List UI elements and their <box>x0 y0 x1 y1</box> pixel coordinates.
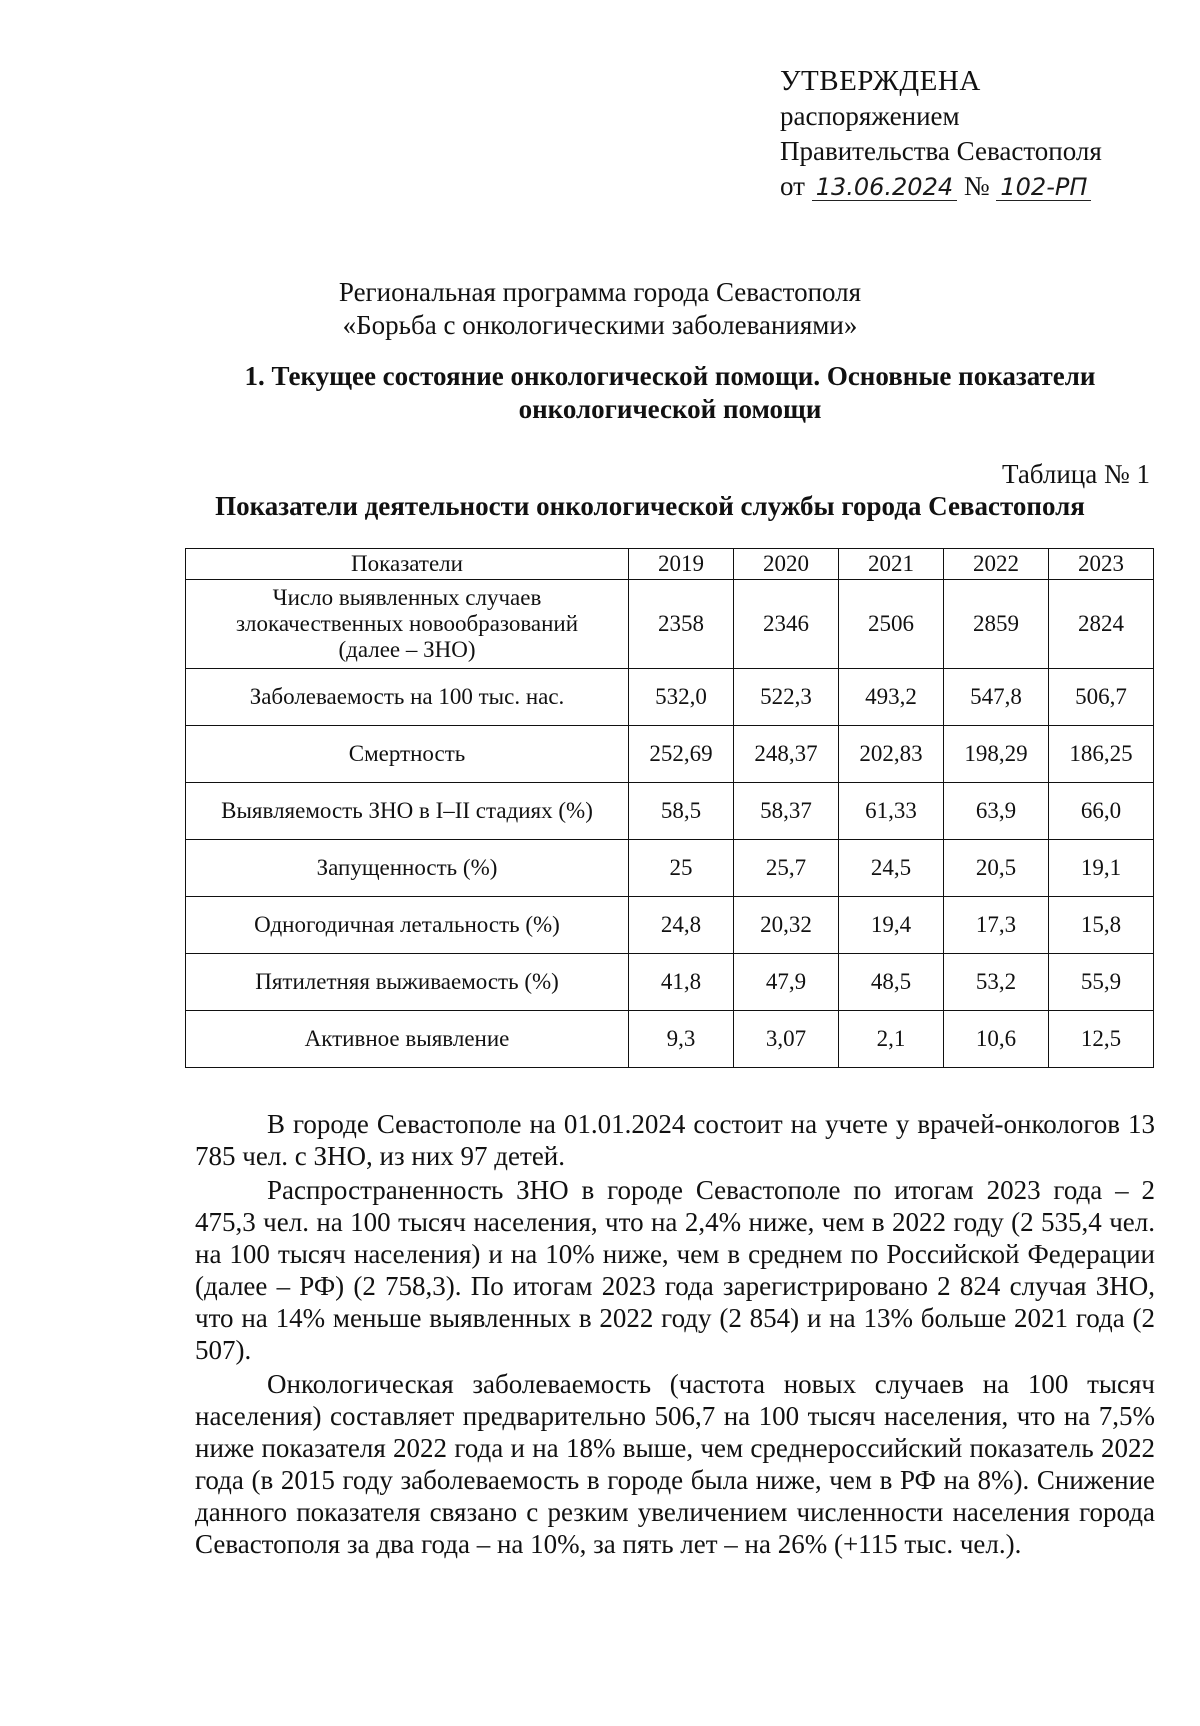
table-cell: 202,83 <box>839 726 944 783</box>
row-label-line: Число выявленных случаев <box>272 585 542 610</box>
table-cell: 2824 <box>1049 580 1154 669</box>
table-cell: 66,0 <box>1049 783 1154 840</box>
row-label-line: злокачественных новообразований <box>235 611 579 636</box>
section-title <box>190 360 1150 426</box>
table-cell: 532,0 <box>629 669 734 726</box>
header-cell: 2021 <box>839 549 944 580</box>
row-label-line: (далее – ЗНО) <box>338 637 476 662</box>
table-row <box>186 840 1154 897</box>
program-title-line-2: «Борьба с онкологическими заболеваниями» <box>342 310 858 340</box>
table-row <box>186 897 1154 954</box>
indicators-table <box>185 548 1154 1068</box>
body-text <box>195 1108 1155 1562</box>
row-label: Запущенность (%) <box>186 840 629 897</box>
row-label: Заболеваемость на 100 тыс. нас. <box>186 669 629 726</box>
table-cell: 19,4 <box>839 897 944 954</box>
header-cell: 2019 <box>629 549 734 580</box>
approval-line-government: Правительства Севастополя <box>780 136 1102 166</box>
table-row <box>186 669 1154 726</box>
table-cell: 47,9 <box>734 954 839 1011</box>
table-cell: 3,07 <box>734 1011 839 1068</box>
table-cell: 2,1 <box>839 1011 944 1068</box>
table-cell: 186,25 <box>1049 726 1154 783</box>
row-label: Выявляемость ЗНО в I–II стадиях (%) <box>186 783 629 840</box>
table-row <box>186 1011 1154 1068</box>
number-sign: № <box>963 171 990 201</box>
table-cell: 2358 <box>629 580 734 669</box>
row-label: Пятилетняя выживаемость (%) <box>186 954 629 1011</box>
approval-block <box>780 64 1102 204</box>
paragraph: В городе Севастополе на 01.01.2024 состоит на учете у врачей-онкологов 13 785 чел. с ЗНО, из них 97 детей. <box>195 1109 1155 1171</box>
approval-line-order: распоряжением <box>780 101 960 131</box>
header-cell: 2020 <box>734 549 839 580</box>
header-cell: 2022 <box>944 549 1049 580</box>
row-label <box>186 580 629 669</box>
table-cell: 58,37 <box>734 783 839 840</box>
approval-heading: УТВЕРЖДЕНА <box>780 65 981 97</box>
table-cell: 41,8 <box>629 954 734 1011</box>
table-cell: 2859 <box>944 580 1049 669</box>
row-label: Одногодичная летальность (%) <box>186 897 629 954</box>
table-row <box>186 580 1154 669</box>
paragraph: Распространенность ЗНО в городе Севастополе по итогам 2023 года – 2 475,3 чел. на 100 тысяч населения, что на 2,4% ниже, чем в 2022 году (2 535,4 чел. на 100 тысяч населения) и на 10% ниже, чем в среднем по Российской Федерации (далее – РФ) (2 758,3). По итогам 2023 года зарегистрировано 2 824 случая ЗНО, что на 14% меньше выявленных в 2022 году (2 854) и на 13% больше 2021 года (2 507). <box>195 1175 1155 1365</box>
table-cell: 55,9 <box>1049 954 1154 1011</box>
approval-date-line <box>780 169 1102 204</box>
table-cell: 10,6 <box>944 1011 1049 1068</box>
table-cell: 63,9 <box>944 783 1049 840</box>
table-cell: 15,8 <box>1049 897 1154 954</box>
row-label: Активное выявление <box>186 1011 629 1068</box>
table-cell: 58,5 <box>629 783 734 840</box>
table-cell: 12,5 <box>1049 1011 1154 1068</box>
handwritten-number: 102-РП <box>996 174 1091 201</box>
table-cell: 17,3 <box>944 897 1049 954</box>
table-caption: Показатели деятельности онкологической службы города Севастополя <box>215 491 1085 521</box>
program-title <box>0 276 1200 342</box>
table-row <box>186 954 1154 1011</box>
row-label: Смертность <box>186 726 629 783</box>
table-row <box>186 783 1154 840</box>
table-cell: 252,69 <box>629 726 734 783</box>
table-cell: 20,5 <box>944 840 1049 897</box>
header-cell: 2023 <box>1049 549 1154 580</box>
table-cell: 20,32 <box>734 897 839 954</box>
table-cell: 547,8 <box>944 669 1049 726</box>
table-number: Таблица № 1 <box>1002 459 1150 489</box>
table-cell: 19,1 <box>1049 840 1154 897</box>
table-cell: 493,2 <box>839 669 944 726</box>
table-cell: 2346 <box>734 580 839 669</box>
table-cell: 248,37 <box>734 726 839 783</box>
header-cell: Показатели <box>186 549 629 580</box>
table-cell: 522,3 <box>734 669 839 726</box>
table-cell: 25,7 <box>734 840 839 897</box>
table-cell: 198,29 <box>944 726 1049 783</box>
section-title-line-1: 1. Текущее состояние онкологической помощи. Основные показатели <box>244 361 1096 391</box>
table-cell: 506,7 <box>1049 669 1154 726</box>
table-cell: 24,8 <box>629 897 734 954</box>
program-title-line-1: Региональная программа города Севастополя <box>338 277 862 307</box>
table-cell: 53,2 <box>944 954 1049 1011</box>
paragraph: Онкологическая заболеваемость (частота новых случаев на 100 тысяч населения) составляет предварительно 506,7 на 100 тысяч населения, что на 7,5% ниже показателя 2022 года и на 18% выше, чем среднероссийский показатель 2022 года (в 2015 году заболеваемость в городе была ниже, чем в РФ на 8%). Снижение данного показателя связано с резким увеличением численности населения города Севастополя за два года – на 10%, за пять лет – на 26% (+115 тыс. чел.). <box>195 1369 1155 1559</box>
table-cell: 48,5 <box>839 954 944 1011</box>
table-cell: 25 <box>629 840 734 897</box>
table-row <box>186 726 1154 783</box>
table-cell: 24,5 <box>839 840 944 897</box>
handwritten-date: 13.06.2024 <box>812 174 957 201</box>
table-cell: 61,33 <box>839 783 944 840</box>
table-header-row <box>186 549 1154 580</box>
table-cell: 9,3 <box>629 1011 734 1068</box>
table-cell: 2506 <box>839 580 944 669</box>
date-prefix: от <box>780 171 805 201</box>
section-title-line-2: онкологической помощи <box>518 394 822 424</box>
